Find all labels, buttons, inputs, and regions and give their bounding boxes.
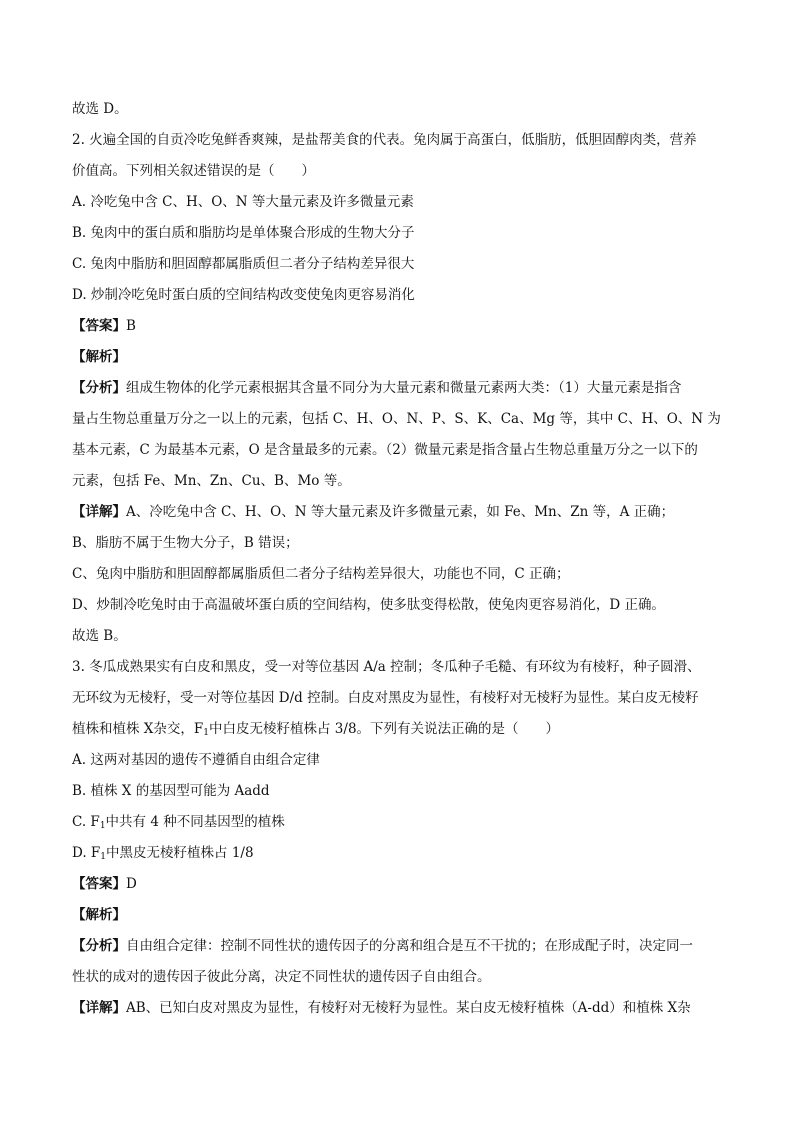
subscript: 1 (99, 821, 106, 831)
detail-line (72, 596, 722, 614)
option-d (72, 844, 722, 862)
line-text: 无环纹为无棱籽，受一对等位基因 D/d 控制。白皮对黑皮为显性，有棱籽对无棱籽为显性。某白皮无棱籽 (72, 690, 699, 706)
line-text: A. 这两对基因的遗传不遵循自由组合定律 (72, 752, 320, 768)
line-text: 价值高。下列相关叙述错误的是（ ） (72, 163, 315, 179)
line-text: C. 兔肉中脂肪和胆固醇都属脂质但二者分子结构差异很大 (72, 256, 415, 272)
detail-line (72, 565, 722, 583)
line-text: C、兔肉中脂肪和胆固醇都属脂质但二者分子结构差异很大，功能也不同，C 正确； (72, 566, 570, 582)
line-text: 中黑皮无棱籽植株占 1/8 (106, 845, 254, 861)
subscript: 1 (100, 852, 107, 862)
line-text: D. F (72, 845, 101, 861)
question-3-stem (72, 658, 722, 676)
text-line (72, 100, 722, 118)
option-b (72, 224, 722, 242)
analysis-line (72, 379, 722, 397)
analysis-heading (72, 906, 722, 924)
analysis-line (72, 472, 722, 490)
line-text: B、脂肪不属于生物大分子，B 错误； (72, 535, 299, 551)
line-text: 3. 冬瓜成熟果实有白皮和黑皮，受一对等位基因 A/a 控制；冬瓜种子毛糙、有环纹为有棱籽，种子圆滑、 (72, 659, 701, 675)
line-text: B. 兔肉中的蛋白质和脂肪均是单体聚合形成的生物大分子 (72, 225, 415, 241)
option-c (72, 255, 722, 273)
line-text: AB、已知白皮对黑皮为显性，有棱籽对无棱籽为显性。某白皮无棱籽植株（A-dd）和植株 X杂 (126, 1000, 691, 1016)
line-text: B. 植株 X 的基因型可能为 Aadd (72, 783, 270, 799)
line-text: 2. 火遍全国的自贡冷吃兔鲜香爽辣，是盐帮美食的代表。兔肉属于高蛋白，低脂肪，低胆固醇肉类，营养 (72, 132, 697, 148)
line-text: 元素，包括 Fe、Mn、Zn、Cu、B、Mo 等。 (72, 473, 351, 489)
line-text: D. 炒制冷吃兔时蛋白质的空间结构改变使兔肉更容易消化 (72, 287, 415, 303)
answer-tag: 【答案】 (72, 318, 126, 334)
subscript: 1 (203, 728, 210, 738)
text-line (72, 627, 722, 645)
analysis-line (72, 410, 722, 428)
question-3-stem-cont (72, 720, 722, 738)
detail-line (72, 503, 722, 521)
line-text: 性状的成对的遗传因子彼此分离，决定不同性状的遗传因子自由组合。 (72, 969, 491, 985)
analysis-tag: 【解析】 (72, 349, 126, 365)
option-a (72, 751, 722, 769)
answer-value: D (126, 876, 137, 892)
line-text: 自由组合定律：控制不同性状的遗传因子的分离和组合是互不干扰的；在形成配子时，决定同一 (126, 938, 693, 954)
fenxi-tag: 【分析】 (72, 938, 126, 954)
option-b (72, 782, 722, 800)
answer-tag: 【答案】 (72, 876, 126, 892)
line-text: 量占生物总重量万分之一以上的元素，包括 C、H、O、N、P、S、K、Ca、Mg 等，其中 C、H、O、N 为 (72, 411, 721, 427)
line-text: 中白皮无棱籽植株占 3/8。下列有关说法正确的是（ ） (209, 721, 560, 737)
analysis-heading (72, 348, 722, 366)
fenxi-tag: 【分析】 (72, 380, 126, 396)
analysis-line (72, 937, 722, 955)
line-text: 故选 D。 (72, 101, 128, 117)
xiangjie-tag: 【详解】 (72, 504, 126, 520)
answer-line (72, 875, 722, 893)
analysis-tag: 【解析】 (72, 907, 126, 923)
option-c (72, 813, 722, 831)
line-text: 组成生物体的化学元素根据其含量不同分为大量元素和微量元素两大类：（1）大量元素是指含 (126, 380, 682, 396)
analysis-line (72, 968, 722, 986)
line-text: 中共有 4 种不同基因型的植株 (105, 814, 285, 830)
detail-line (72, 534, 722, 552)
xiangjie-tag: 【详解】 (72, 1000, 126, 1016)
line-text: 植株和植株 X杂交，F (72, 721, 204, 737)
question-2-stem (72, 131, 722, 149)
line-text: C. F (72, 814, 100, 830)
answer-line (72, 317, 722, 335)
line-text: 故选 B。 (72, 628, 127, 644)
line-text: 基本元素，C 为最基本元素，O 是含量最多的元素。（2）微量元素是指含量占生物总重量万分之一以下的 (72, 442, 698, 458)
line-text: A. 冷吃兔中含 C、H、O、N 等大量元素及许多微量元素 (72, 194, 414, 210)
question-3-stem-cont (72, 689, 722, 707)
analysis-line (72, 441, 722, 459)
option-a (72, 193, 722, 211)
line-text: D、炒制冷吃兔时由于高温破坏蛋白质的空间结构，使多肽变得松散，使兔肉更容易消化，D 正确。 (72, 597, 665, 613)
answer-value: B (126, 318, 136, 334)
option-d (72, 286, 722, 304)
line-text: A、冷吃兔中含 C、H、O、N 等大量元素及许多微量元素，如 Fe、Mn、Zn 等，A 正确； (126, 504, 675, 520)
question-2-stem-cont (72, 162, 722, 180)
detail-line (72, 999, 722, 1017)
